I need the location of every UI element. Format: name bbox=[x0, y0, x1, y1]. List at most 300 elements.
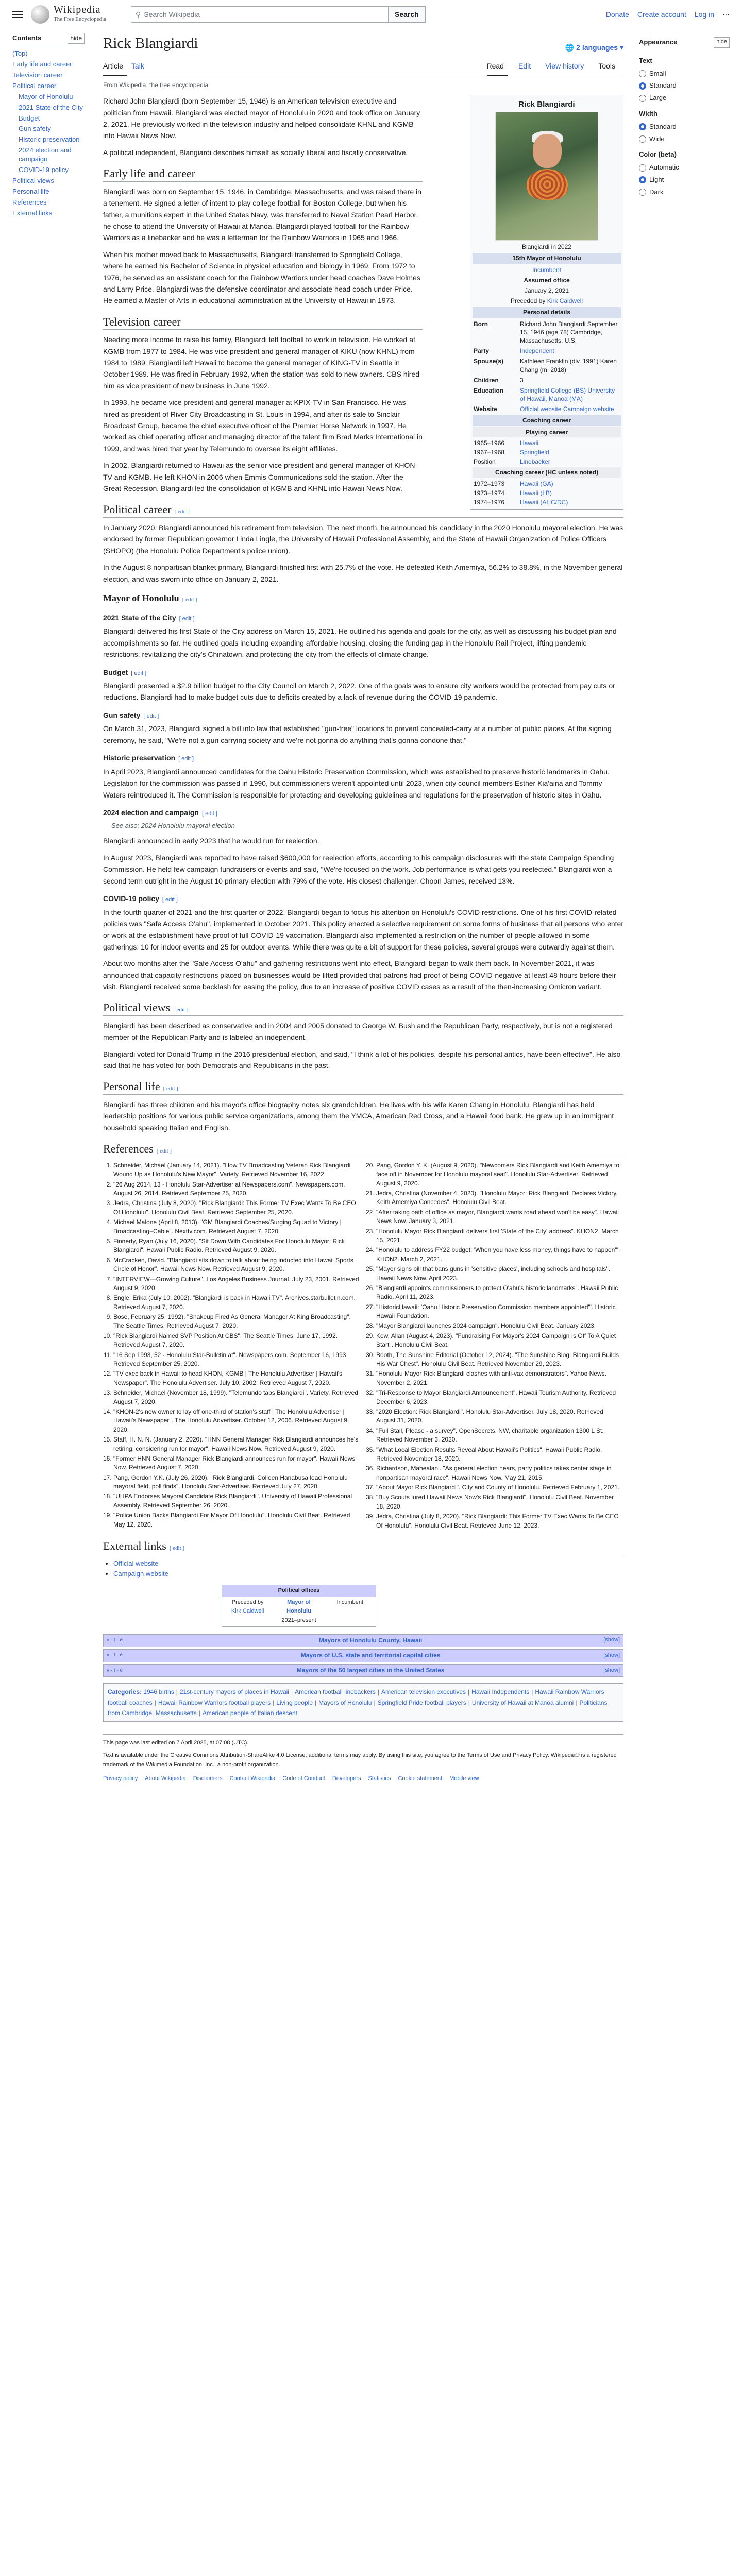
career-years: 1967–1968 bbox=[474, 449, 505, 456]
subsection-title: 2021 State of the City bbox=[103, 613, 176, 622]
navbox bbox=[103, 1634, 623, 1647]
see-also-note[interactable]: See also: 2024 Honolulu mayoral election bbox=[111, 821, 235, 829]
views-paragraph: Blangiardi voted for Donald Trump in the 2016 presidential election, and said, "I think a lot of his policies, despite his personal antics, have been effective". He also said that he has voted for both Democrats and Republicans in the past. bbox=[103, 1049, 621, 1070]
tab-talk[interactable]: Talk bbox=[131, 61, 144, 70]
reference-item[interactable]: 11. "16 Sep 1993, 52 - Honolulu Star-Bulletin at". Newspapers.com. September 16, 1993. Retrieved September 25, 2020. bbox=[113, 1351, 361, 1369]
succession-row bbox=[222, 1597, 376, 1626]
color-light[interactable] bbox=[639, 175, 730, 185]
edit-link[interactable]: [ edit ] bbox=[162, 896, 178, 903]
navbox bbox=[103, 1649, 623, 1662]
tab-edit[interactable]: Edit bbox=[518, 61, 531, 70]
navbox-vte-links[interactable]: v · t · e bbox=[107, 1652, 123, 1658]
donate-link[interactable]: Donate bbox=[605, 10, 629, 19]
toc-item[interactable]: Early life and career bbox=[12, 60, 72, 69]
reference-item[interactable]: 19. "Police Union Backs Blangiardi For Mayor Of Honolulu". Honolulu Civil Beat. Retrieved May 12, 2020. bbox=[113, 1511, 361, 1529]
reference-item[interactable]: 35. "What Local Election Results Reveal About Hawaii's Politics". Hawaii Public Radio. Retrieved November 18, 2020. bbox=[376, 1446, 623, 1464]
color-automatic[interactable] bbox=[639, 162, 730, 173]
toc-item[interactable]: Political career bbox=[12, 81, 57, 90]
coaching-career-header: Coaching career bbox=[473, 415, 621, 426]
radio-selected-icon bbox=[639, 176, 646, 183]
footer-link[interactable]: About Wikipedia bbox=[145, 1775, 186, 1782]
reference-item[interactable]: 7. "INTERVIEW—Growing Culture". Los Angeles Business Journal. July 23, 2001. Retrieved August 9, 2020. bbox=[113, 1275, 361, 1293]
personal-details-header: Personal details bbox=[473, 307, 621, 317]
radio-icon bbox=[639, 189, 646, 196]
category-separator: | bbox=[315, 1699, 317, 1706]
radio-selected-icon bbox=[639, 123, 646, 130]
gun-safety-paragraph: On March 31, 2023, Blangiardi signed a bill into law that established "gun-free" locations to prevent concealed-carry at a number of public places. At the signing ceremony, he said, "We're not a gun carrying society and we're not gonna do anything that's gonna condone that." bbox=[103, 724, 612, 744]
photo-caption: Blangiardi in 2022 bbox=[521, 243, 572, 251]
header-links bbox=[606, 9, 730, 20]
page-title: Rick Blangiardi bbox=[103, 35, 198, 52]
official-website-link[interactable]: Official website bbox=[113, 1559, 159, 1567]
reference-item[interactable]: 18. "UHPA Endorses Mayoral Candidate Rick Blangiardi". University of Hawaii Professional Assembly. Retrieved September 26, 2020. bbox=[113, 1492, 361, 1510]
category-link[interactable]: Hawaii Rainbow Warriors football coaches bbox=[108, 1688, 604, 1706]
coaching-career-row bbox=[473, 479, 621, 488]
radio-label: Light bbox=[649, 175, 664, 183]
category-link[interactable]: Hawaii Rainbow Warriors football players bbox=[158, 1699, 271, 1706]
coaching-career-row bbox=[473, 498, 621, 507]
tab-tools[interactable]: Tools bbox=[598, 61, 615, 70]
tab-view-history[interactable]: View history bbox=[545, 61, 584, 70]
edit-link[interactable]: [ edit ] bbox=[163, 1086, 178, 1092]
reference-item[interactable]: 22. "After taking oath of office as mayor, Blangiardi wants road ahead won't be easy". Hawaii News Now. January 3, 2021. bbox=[376, 1208, 623, 1226]
reference-item[interactable]: 33. "2020 Election: Rick Blangiardi". Honolulu Star-Advertiser. July 18, 2020. Retrieved August 31, 2020. bbox=[376, 1408, 623, 1426]
appearance-panel bbox=[639, 37, 730, 199]
political-paragraph: In the August 8 nonpartisan blanket primary, Blangiardi finished first with 25.7% of the vote. He defeated Keith Amemiya, 56.2% to 38.8%, in the November general election, and was sworn into office on January 2, 2021. bbox=[103, 563, 623, 583]
reference-item[interactable]: 36. Richardson, Mahealani. "As general election nears, party politics takes center stage in nonpartisan mayoral race". Hawaii News Now. May 21, 2015. bbox=[376, 1464, 623, 1482]
category-separator: | bbox=[468, 1699, 470, 1706]
section-heading-television bbox=[103, 315, 423, 330]
site-header bbox=[0, 0, 742, 29]
navbox-show-button[interactable]: [show] bbox=[603, 1652, 620, 1658]
radio-icon bbox=[639, 135, 646, 143]
section-heading-references bbox=[103, 1142, 623, 1157]
reference-item[interactable]: 29. Kew, Allan (August 4, 2023). "Fundraising For Mayor's 2024 Campaign Is Off To A Quiet Start". Honolulu Civil Beat. bbox=[376, 1332, 623, 1350]
color-dark[interactable] bbox=[639, 187, 730, 198]
early-paragraph: Blangiardi was born on September 15, 1946, in Cambridge, Massachusetts, and was raised there in a tenement. He signed a letter of intent to play college football for Boston College, but when his father, a munitions expert in the United States Navy, was transferred to Naval Station Pearl Harbor, he chose to attend the University of Hawaii at Manoa. Blangiardi played football for the Rainbow Warriors as a linebacker and he was a letterman for the Rainbow Warriors in 1965 and 1966. bbox=[103, 187, 421, 242]
reference-item[interactable]: 13. Schneider, Michael (November 18, 1999). "Telemundo taps Blangiardi". Variety. Retrieved August 7, 2020. bbox=[113, 1388, 361, 1406]
category-link[interactable]: American television executives bbox=[381, 1688, 466, 1696]
color-label: Color (beta) bbox=[639, 150, 677, 159]
spouse-label: Spouse(s) bbox=[474, 358, 504, 365]
subsection-budget bbox=[103, 667, 623, 679]
category-link[interactable]: University of Hawaii at Manoa alumni bbox=[471, 1699, 574, 1706]
reference-item[interactable]: 24. "Honolulu to address FY22 budget: 'When you have less money, things have to happen'". KHON2. March 2, 2021. bbox=[376, 1246, 623, 1264]
succession-preceded-link[interactable]: Kirk Caldwell bbox=[231, 1608, 264, 1615]
wikipedia-logo-icon[interactable] bbox=[31, 5, 49, 24]
career-years: 1974–1976 bbox=[474, 498, 505, 506]
toc-item[interactable]: 2024 election and campaign bbox=[19, 146, 72, 163]
footer-link[interactable]: Code of Conduct bbox=[282, 1775, 325, 1782]
category-separator: | bbox=[291, 1688, 293, 1696]
career-years: Position bbox=[474, 458, 496, 466]
category-link[interactable]: 1946 births bbox=[143, 1688, 174, 1696]
reference-item[interactable]: 27. "HistoricHawaii: 'Oahu Historic Preservation Commission members appointed'". Historic Hawaii Foundation. bbox=[376, 1303, 623, 1321]
category-separator: | bbox=[576, 1699, 578, 1706]
state-of-city-paragraph: Blangiardi delivered his first State of the City address on March 15, 2021. He outlined his agenda and goals for the city, as well as discussing his budget plan and accomplishments so far. He outlined goals including expanding affordable housing, closing the funding gap in the Honolulu Rail Project, lifting pandemic restrictions, revitalizing the city's Chinatown, and protecting the city from the effects of climate change. bbox=[103, 627, 617, 659]
footer-link[interactable]: Mobile view bbox=[449, 1775, 479, 1782]
playing-career-row bbox=[473, 448, 621, 457]
infobox-title: Rick Blangiardi bbox=[518, 100, 575, 109]
search-input[interactable] bbox=[131, 6, 389, 23]
footer-link[interactable]: Statistics bbox=[368, 1775, 391, 1782]
section-title: Political career bbox=[103, 503, 172, 516]
section-title: References bbox=[103, 1142, 154, 1156]
reference-item[interactable]: 37. "About Mayor Rick Blangiardi". City and County of Honolulu. Retrieved February 1, 2021. bbox=[376, 1483, 623, 1492]
page-tabs bbox=[103, 58, 623, 76]
section-heading-mayor bbox=[103, 591, 623, 606]
career-team[interactable]: Springfield bbox=[520, 449, 549, 456]
reference-item[interactable]: 8. Engle, Erika (July 10, 2002). "Blangiardi is back in Hawaii TV". Archives.starbulletin.com. Retrieved August 7, 2020. bbox=[113, 1294, 361, 1312]
succession-box bbox=[222, 1585, 376, 1626]
appearance-hide-button[interactable]: hide bbox=[714, 37, 730, 48]
reference-item[interactable]: 31. "Honolulu Mayor Rick Blangiardi clashes with anti-vax demonstrators". Yahoo News. November 2, 2021. bbox=[376, 1369, 623, 1387]
born-value: Richard John Blangiardi September 15, 1946 (age 78) Cambridge, Massachusetts, U.S. bbox=[520, 320, 618, 344]
category-link[interactable]: Mayors of Honolulu bbox=[318, 1699, 372, 1706]
reference-list bbox=[103, 1161, 623, 1531]
toc-header bbox=[12, 33, 85, 46]
edit-link[interactable]: [ edit ] bbox=[174, 509, 190, 515]
toc-item[interactable]: COVID-19 policy bbox=[19, 165, 69, 174]
article-body-wide bbox=[103, 502, 623, 1783]
radio-label: Wide bbox=[649, 134, 665, 143]
edit-link[interactable]: [ edit ] bbox=[179, 615, 195, 622]
license-note: Text is available under the Creative Commons Attribution-ShareAlike 4.0 License; additional terms may apply. By using this site, you agree to the Terms of Use and Privacy Policy. Wikipedia® is a registered trademark of the Wikimedia Foundation, Inc., a non-profit organization. bbox=[103, 1752, 617, 1768]
education-row bbox=[473, 385, 621, 404]
navbox-show-button[interactable]: [show] bbox=[603, 1637, 620, 1643]
early-paragraph: When his mother moved back to Massachusetts, Blangiardi transferred to Springfield College, where he earned his Bachelor of Science in physical education and biology in 1969. From 1972 to 1976, he served as an assistant coach for the Rainbow Warriors under head coaches Dave Holmes and Larry Price. Blangiardi was the defensive coordinator and associate head coach under Price. He earned a Master of Arts in educational administration at the University of Hawaii in 1973. bbox=[103, 250, 420, 305]
career-team[interactable]: Hawaii (LB) bbox=[520, 489, 552, 497]
spouse-row bbox=[473, 356, 621, 375]
footer-link[interactable]: Cookie statement bbox=[398, 1775, 443, 1782]
tab-article[interactable]: Article bbox=[103, 58, 127, 76]
subsection-title: Budget bbox=[103, 668, 128, 676]
site-tagline: The Free Encyclopedia bbox=[54, 16, 107, 23]
site-wordmark[interactable]: Wikipedia bbox=[54, 4, 101, 16]
footer-link[interactable]: Developers bbox=[332, 1775, 361, 1782]
toc-item[interactable]: External links bbox=[12, 209, 53, 217]
section-title: External links bbox=[103, 1539, 166, 1553]
succession-preceded bbox=[222, 1597, 273, 1626]
election-paragraph: Blangiardi announced in early 2023 that he would run for reelection. bbox=[103, 837, 319, 845]
categories-label[interactable]: Categories: bbox=[108, 1688, 142, 1696]
subsection-title: 2024 election and campaign bbox=[103, 808, 199, 817]
toc-item[interactable]: References bbox=[12, 198, 47, 206]
subsection-2024-election bbox=[103, 807, 623, 819]
reference-item[interactable]: 12. "TV exec back in Hawaii to head KHON, KGMB | The Honolulu Advertiser | Hawaii's Newspaper". The Honolulu Advertiser. July 10, 2002. Retrieved August 7, 2020. bbox=[113, 1369, 361, 1387]
budget-paragraph: Blangiardi presented a $2.9 billion budget to the City Council on March 2, 2022. One of the goals was to ensure city workers would be protected from pay cuts or reductions. Blangiardi had to make budget cuts due to deficits created by a lack of revenue during the COVID-19 pandemic. bbox=[103, 682, 615, 702]
subsection-title: Gun safety bbox=[103, 710, 141, 719]
category-list bbox=[108, 1688, 607, 1717]
lead-paragraph: Richard John Blangiardi (born September 15, 1946) is an American television executive and politician from Hawaii. Blangiardi was elected mayor of Honolulu in 2020 and took office on January 2, 2021. He previously worked in the television industry and helped consolidate KHNL and KGMB into Hawaii News Now. bbox=[103, 97, 420, 140]
coaching-career-subheader: Coaching career (HC unless noted) bbox=[473, 467, 621, 478]
covid-paragraph: About two months after the "Safe Access O'ahu" and gathering restrictions went into effect, Blangiardi began to walk them back. In November 2021, it was announced that capacity restrictions placed on businesses would be lifted provided that patrons had proof of being COVID-negative at least 48 hours before their visit. Blangiardi received some backlash for easing the policy, due to an increase of positive COVID cases as a result of the then-increasing Omicron variant. bbox=[103, 959, 616, 991]
category-separator: | bbox=[176, 1688, 178, 1696]
children-row bbox=[473, 375, 621, 385]
search-placeholder: Search Wikipedia bbox=[144, 10, 200, 19]
tv-paragraph: In 1993, he became vice president and general manager at KPIX-TV in San Francisco. He was hired as president of River City Broadcasting in St. Louis in 1994, and after its sale to Sinclair Broadcast Group, became the chief executive officer of the Premier Horse Network in 1997. He worked as chief operating officer and managing director of the talent firm Brad Marks International in 1999, and was hired that year by Telemundo to oversee its eight affiliates. bbox=[103, 398, 423, 453]
playing-career-list bbox=[473, 438, 621, 467]
navbox-list bbox=[103, 1634, 623, 1677]
tv-paragraph: Needing more income to raise his family, Blangiardi left football to work in television. He worked at KGMB from 1977 to 1984. He was vice president and general manager of KIKU (now KHNL) from 1984 to 1989. Blangiardi left Hawaii to become the general manager of KING-TV in Seattle in October 1989. He was fired in February 1992, when the station was sold to new owners. CBS hired him as vice president of new business in June 1992. bbox=[103, 335, 419, 390]
party-value[interactable]: Independent bbox=[520, 347, 554, 355]
section-heading-early-life bbox=[103, 166, 423, 182]
radio-icon bbox=[639, 95, 646, 102]
navbox-show-button[interactable]: [show] bbox=[603, 1667, 620, 1673]
succession-office-link[interactable]: Mayor of Honolulu bbox=[286, 1599, 311, 1615]
edit-link[interactable]: [ edit ] bbox=[156, 1148, 172, 1155]
reference-item[interactable]: 4. Michael Malone (April 8, 2013). "GM Blangiardi Coaches/Surging Squad to Victory | Broadcasting+Cable". Nexttv.com. Retrieved August 7, 2020. bbox=[113, 1218, 361, 1236]
category-box bbox=[103, 1683, 623, 1722]
section-heading-external-links bbox=[103, 1539, 623, 1554]
page-footer bbox=[103, 1734, 623, 1783]
text-size-standard[interactable] bbox=[639, 80, 730, 91]
reference-item[interactable]: 30. Booth, The Sunshine Editorial (October 12, 2024). "The Sunshine Blog: Blangiardi Builds His War Chest". Honolulu Civil Beat. Retrieved November 29, 2023. bbox=[376, 1351, 623, 1369]
career-team[interactable]: Hawaii (GA) bbox=[520, 480, 553, 487]
category-separator: | bbox=[374, 1699, 376, 1706]
reference-item[interactable]: 28. "Mayor Blangiardi launches 2024 campaign". Honolulu Civil Beat. January 2023. bbox=[376, 1321, 623, 1330]
radio-icon bbox=[639, 70, 646, 77]
career-years: 1965–1966 bbox=[474, 439, 505, 447]
playing-career-header: Playing career bbox=[473, 427, 621, 437]
party-label: Party bbox=[474, 347, 490, 355]
section-heading-political-views bbox=[103, 1001, 623, 1016]
reference-item[interactable]: 3. Jedra, Christina (July 8, 2020). "Rick Blangiardi: This Former TV Exec Wants To Be CEO Of Honolulu". Honolulu Civil Beat. Retrieved September 25, 2020. bbox=[113, 1199, 361, 1217]
category-link[interactable]: Living people bbox=[276, 1699, 313, 1706]
more-options-icon[interactable]: ⋯ bbox=[722, 10, 730, 19]
covid-paragraph: In the fourth quarter of 2021 and the first quarter of 2022, Blangiardi began to focus his attention on Honolulu's COVID restrictions. One of his first COVID-related policies was "Safe Access O'ahu", implemented in October 2021. This policy enacted a selective requirement on some forms of business that all persons who enter or work at the establishment have proof of full COVID-19 vaccination. Blangiardi also implemented a restriction on the number of people allowed in some gatherings: 10 for indoor events and 25 for outdoor events. While there was quite a bit of support for these policies, several groups were outwardly against them. bbox=[103, 908, 623, 951]
education-value[interactable]: Springfield College (BS) University of Hawaii, Manoa (MA) bbox=[520, 386, 615, 403]
website-row bbox=[473, 404, 621, 414]
radio-selected-icon bbox=[639, 82, 646, 90]
toc-item[interactable]: Gun safety bbox=[19, 125, 51, 133]
subsection-title: Historic preservation bbox=[103, 754, 176, 762]
create-account-link[interactable]: Create account bbox=[637, 10, 686, 19]
photo-face bbox=[533, 134, 562, 168]
category-link[interactable]: 21st-century mayors of places in Hawaii bbox=[179, 1688, 289, 1696]
toc-item[interactable]: 2021 State of the City bbox=[19, 103, 83, 111]
toc-item[interactable]: Political views bbox=[12, 176, 54, 184]
footer-links bbox=[103, 1774, 623, 1784]
navbox-title[interactable]: Mayors of Honolulu County, Hawaii bbox=[318, 1636, 423, 1644]
personal-paragraph: Blangiardi has three children and his mayor's office biography notes six grandchildren. He lives with his wife Karen Chang in Honolulu. Blangiardi has held leadership positions for various public service organizations, among them the YMCA, American Red Cross, and a Hawaii food bank. He grew up in an immigrant household speaking Italian and English. bbox=[103, 1100, 614, 1132]
historic-paragraph: In April 2023, Blangiardi announced candidates for the Oahu Historic Preservation Commission, which was established to preserve historic landmarks in Oahu. Legislation for the commission was passed in 1990, but commissioners weren't appointed until 2023, when city council members Esther Kia'aina and Tommy Waters reintroduced it. The Commission is responsible for protecting and developing guidelines and regulations for the preservation of historic sites in Oahu. bbox=[103, 767, 610, 799]
party-row bbox=[473, 346, 621, 356]
category-link[interactable]: Hawaii Independents bbox=[471, 1688, 530, 1696]
navbox bbox=[103, 1664, 623, 1677]
born-row bbox=[473, 319, 621, 346]
career-years: 1973–1974 bbox=[474, 489, 505, 497]
login-link[interactable]: Log in bbox=[694, 10, 714, 19]
succession-preceded-label: Preceded by bbox=[231, 1599, 264, 1605]
lead-paragraph: A political independent, Blangiardi describes himself as socially liberal and fiscally conservative. bbox=[103, 148, 408, 157]
edit-link[interactable]: [ edit ] bbox=[201, 810, 217, 817]
article-main bbox=[103, 29, 623, 1784]
text-size-small[interactable] bbox=[639, 69, 730, 79]
external-links-list bbox=[103, 1558, 623, 1580]
election-paragraph: In August 2023, Blangiardi was reported to have raised $600,000 for reelection efforts, according to his campaign disclosures with the state Campaign Spending Commission. He held few campaign fundraisers or events and said, "We're focused on the work. Job performance is what gets you reelected." Blangiardi won a second term outright in the August 10 primary election with 79% of the vote. His closest challenger, Choon James, received 13%. bbox=[103, 853, 614, 885]
article-body bbox=[103, 95, 423, 494]
toc-hide-button[interactable]: hide bbox=[68, 33, 85, 44]
footer-link[interactable]: Contact Wikipedia bbox=[229, 1775, 276, 1782]
search-icon: ⚲ bbox=[136, 10, 141, 19]
toc-item[interactable]: Television career bbox=[12, 71, 63, 79]
toc-list bbox=[12, 49, 85, 217]
subsection-state-of-city bbox=[103, 612, 623, 624]
succession-office-years: 2021–present bbox=[281, 1617, 316, 1624]
preceded-by bbox=[473, 296, 621, 306]
footer-link[interactable]: Disclaimers bbox=[193, 1775, 223, 1782]
subsection-gun-safety bbox=[103, 709, 623, 721]
edit-link[interactable]: [ edit ] bbox=[173, 1007, 189, 1013]
children-value: 3 bbox=[520, 376, 524, 384]
education-label: Education bbox=[474, 386, 504, 394]
reference-item[interactable]: 14. "KHON-2's new owner to lay off one-third of station's staff | The Honolulu Advertiser | Hawaii's Newspaper". The Honolulu Advertiser. October 12, 2006. Retrieved August 9, 2020. bbox=[113, 1408, 361, 1434]
tv-paragraph: In 2002, Blangiardi returned to Hawaii as the senior vice president and general manager of KHON-TV and KGMB. He left KHON in 2006 when Emmis Communications sold the station. After the Great Recession, Blangiardi led the consolidation of KGMB and KHNL into Hawaii News Now. bbox=[103, 461, 418, 493]
career-years: 1972–1973 bbox=[474, 480, 505, 487]
reference-item[interactable]: 9. Bose, February 25, 1992). "Shakeup Fired As General Manager At King Broadcasting". The Seattle Times. Retrieved August 7, 2020. bbox=[113, 1313, 361, 1331]
navbox-vte-links[interactable]: v · t · e bbox=[107, 1637, 123, 1643]
website-value[interactable]: Official website Campaign website bbox=[520, 405, 614, 413]
category-separator: | bbox=[468, 1688, 470, 1696]
edit-link[interactable]: [ edit ] bbox=[143, 713, 159, 719]
edit-link[interactable]: [ edit ] bbox=[169, 1545, 185, 1552]
reference-item[interactable]: 1. Schneider, Michael (January 14, 2021). "How TV Broadcasting Veteran Rick Blangiardi Wound Up as Honolulu's New Mayor". Variety. Retrieved November 16, 2022. bbox=[113, 1161, 361, 1179]
radio-label: Standard bbox=[649, 81, 677, 90]
appearance-header bbox=[639, 37, 730, 50]
reference-item[interactable]: 25. "Mayor signs bill that bans guns in 'sensitive places', including schools and hospitals". Hawaii News Now. April 2023. bbox=[376, 1265, 623, 1283]
career-team[interactable]: Hawaii (AHC/DC) bbox=[520, 498, 568, 506]
portrait-photo[interactable] bbox=[495, 112, 598, 241]
infobox bbox=[470, 95, 623, 510]
last-edited-note: This page was last edited on 7 April 2025, at 07:08 (UTC). bbox=[103, 1740, 249, 1747]
toc-item[interactable]: Mayor of Honolulu bbox=[19, 92, 73, 100]
footer-link[interactable]: Privacy policy bbox=[103, 1775, 138, 1782]
children-label: Children bbox=[474, 376, 499, 384]
reference-item[interactable]: 38. "Buy Scouts lured Hawaii News Now's Rick Blangiardi". Honolulu Civil Beat. November 18, 2020. bbox=[376, 1493, 623, 1511]
reference-item[interactable]: 26. "Blangiardi appoints commissioners to protect O'ahu's historic landmarks". Hawaii Public Radio. April 11, 2023. bbox=[376, 1284, 623, 1302]
radio-label: Automatic bbox=[649, 163, 679, 172]
career-team[interactable]: Hawaii bbox=[520, 439, 539, 447]
section-title: Early life and career bbox=[103, 167, 195, 180]
main-menu-icon[interactable] bbox=[12, 11, 23, 18]
political-paragraph: In January 2020, Blangiardi announced his retirement from television. The next month, he announced his candidacy in the 2020 Honolulu mayoral election. He was endorsed by former Republican governor Linda Lingle, the University of Hawaii Professional Assembly, and the State of Hawaii Organization of Police Officers (SHOPO) (the Honolulu Police Department's police union). bbox=[103, 523, 623, 555]
category-separator: | bbox=[531, 1688, 533, 1696]
width-standard[interactable] bbox=[639, 122, 730, 132]
edit-link[interactable]: [ edit ] bbox=[182, 596, 198, 603]
tab-read[interactable]: Read bbox=[487, 58, 508, 76]
born-label: Born bbox=[474, 320, 488, 328]
category-link[interactable]: American people of Italian descent bbox=[202, 1709, 297, 1717]
reference-item[interactable]: 2. "26 Aug 2014, 13 - Honolulu Star-Advertiser at Newspapers.com". Newspapers.com. August 26, 2014. Retrieved September 25, 2020. bbox=[113, 1180, 361, 1198]
playing-career-row bbox=[473, 438, 621, 448]
toc-item[interactable]: (Top) bbox=[12, 49, 28, 58]
appearance-title: Appearance bbox=[639, 38, 678, 46]
reference-item[interactable]: 16. "Former HNN General Manager Rick Blangiardi announces run for mayor". Hawaii News Now. Retrieved August 7, 2020. bbox=[113, 1454, 361, 1472]
succession-incumbent: Incumbent bbox=[325, 1597, 376, 1626]
coaching-career-list bbox=[473, 479, 621, 507]
photo-lei bbox=[527, 169, 568, 200]
category-separator: | bbox=[154, 1699, 156, 1706]
radio-label: Standard bbox=[649, 122, 677, 130]
category-link[interactable]: American football linebackers bbox=[295, 1688, 376, 1696]
toc-item[interactable]: Historic preservation bbox=[19, 135, 80, 144]
reference-item[interactable]: 34. "Full Stall, Please - a survey". OpenSecrets. NW, charitable organization 1300 L St. Retrieved November 3, 2020. bbox=[376, 1427, 623, 1445]
category-separator: | bbox=[198, 1709, 200, 1717]
navbox-title[interactable]: Mayors of the 50 largest cities in the United States bbox=[296, 1666, 445, 1674]
subsection-title: COVID-19 policy bbox=[103, 894, 159, 903]
language-button[interactable]: 🌐 2 languages ▾ bbox=[565, 43, 623, 52]
website-label: Website bbox=[474, 405, 497, 413]
office-status[interactable]: Incumbent bbox=[532, 266, 562, 274]
toc-item[interactable]: Budget bbox=[19, 114, 40, 122]
width-wide[interactable] bbox=[639, 134, 730, 145]
wordmark-group[interactable] bbox=[54, 5, 106, 24]
section-heading-personal-life bbox=[103, 1079, 623, 1095]
reference-item[interactable]: 20. Pang, Gordon Y. K. (August 9, 2020). "Newcomers Rick Blangiardi and Keith Amemiya to face off in November for Honolulu mayoral seat". Honolulu Star-Advertiser. Retrieved August 9, 2020. bbox=[376, 1161, 623, 1188]
toc-title: Contents bbox=[12, 34, 42, 42]
reference-item[interactable]: 15. Staff, H. N. N. (January 2, 2020). "HNN General Manager Rick Blangiardi announces he's retiring, considering run for mayor". Hawaii News Now. Retrieved August 9, 2020. bbox=[113, 1435, 361, 1453]
section-title: Television career bbox=[103, 315, 181, 328]
subsection-historic-preservation bbox=[103, 752, 623, 764]
section-title: Personal life bbox=[103, 1080, 160, 1093]
navbox-vte-links[interactable]: v · t · e bbox=[107, 1667, 123, 1673]
coaching-career-row bbox=[473, 488, 621, 498]
assumed-office-label: Assumed office bbox=[524, 276, 570, 284]
language-count: 2 languages bbox=[576, 43, 618, 52]
preceded-by-link[interactable]: Kirk Caldwell bbox=[547, 297, 583, 305]
radio-icon bbox=[639, 164, 646, 172]
category-link[interactable]: Politicians from Cambridge, Massachusetts bbox=[108, 1699, 608, 1717]
section-title: Mayor of Honolulu bbox=[103, 592, 179, 603]
reference-item[interactable]: 21. Jedra, Christina (November 4, 2020). "Honolulu Mayor: Rick Blangiardi Declares Victory, Keith Amemiya Concedes". Honolulu Civil Beat. bbox=[376, 1189, 623, 1207]
radio-label: Small bbox=[649, 69, 666, 77]
views-paragraph: Blangiardi has been described as conservative and in 2004 and 2005 donated to George W. Bush and the Republican Party, respectively, but is not a registered member of the Republican Party and is labeled an independent. bbox=[103, 1021, 613, 1042]
reference-item[interactable]: 17. Pang, Gordon Y.K. (July 26, 2020). "Rick Blangiardi, Colleen Hanabusa lead Honolulu mayoral field, poll finds". Honolulu Star-Advertiser. Retrieved July 27, 2020. bbox=[113, 1473, 361, 1492]
title-row bbox=[103, 29, 623, 56]
search-button[interactable]: Search bbox=[388, 6, 426, 23]
edit-link[interactable]: [ edit ] bbox=[131, 670, 147, 676]
reference-item[interactable]: 6. McCracken, David. "Blangiardi sits down to talk about being inducted into Hawaii Sports Circle of Honor". Hawaii News Now. Retrieved August 9, 2020. bbox=[113, 1256, 361, 1274]
text-size-large[interactable] bbox=[639, 93, 730, 104]
subsection-covid-policy bbox=[103, 893, 623, 905]
navbox-title[interactable]: Mayors of U.S. state and territorial capital cities bbox=[300, 1651, 441, 1659]
table-of-contents bbox=[12, 33, 85, 219]
succession-office bbox=[273, 1597, 324, 1626]
preceded-by-label: Preceded by bbox=[510, 297, 546, 305]
reference-item[interactable]: 5. Finnerty, Ryan (July 16, 2020). "Sit Down With Candidates For Honolulu Mayor: Rick Blangiardi". Hawaii Public Radio. Retrieved August 9, 2020. bbox=[113, 1237, 361, 1255]
reference-item[interactable]: 39. Jedra, Christina (July 8, 2020). "Rick Blangiardi: This Former TV Exec Wants To Be CEO Of Honolulu". Honolulu Civil Beat. Retrieved June 12, 2023. bbox=[376, 1512, 623, 1530]
width-label: Width bbox=[639, 109, 657, 117]
category-link[interactable]: Springfield Pride football players bbox=[377, 1699, 466, 1706]
toc-item[interactable]: Personal life bbox=[12, 187, 49, 195]
spouse-value: Kathleen Franklin (div. 1991) Karen Chang (m. 2018) bbox=[520, 358, 617, 374]
radio-label: Large bbox=[649, 94, 667, 102]
reference-item[interactable]: 10. "Rick Blangiardi Named SVP Position At CBS". The Seattle Times. June 17, 1992. Retrieved August 7, 2020. bbox=[113, 1332, 361, 1350]
section-title: Political views bbox=[103, 1001, 171, 1014]
edit-link[interactable]: [ edit ] bbox=[178, 756, 194, 762]
succession-header: Political offices bbox=[222, 1585, 376, 1597]
reference-item[interactable]: 23. "Honolulu Mayor Rick Blangiardi delivers first 'State of the City' address". KHON2. March 15, 2021. bbox=[376, 1227, 623, 1245]
career-team[interactable]: Linebacker bbox=[520, 458, 550, 466]
page-actions bbox=[487, 58, 624, 76]
campaign-website-link[interactable]: Campaign website bbox=[113, 1570, 168, 1578]
category-separator: | bbox=[273, 1699, 275, 1706]
reference-item[interactable]: 32. "Tri-Response to Mayor Blangiardi Announcement". Hawaii Tourism Authority. Retrieved December 6, 2023. bbox=[376, 1388, 623, 1406]
office-title[interactable]: 15th Mayor of Honolulu bbox=[473, 253, 621, 263]
playing-career-row bbox=[473, 457, 621, 466]
text-size-label: Text bbox=[639, 56, 652, 64]
